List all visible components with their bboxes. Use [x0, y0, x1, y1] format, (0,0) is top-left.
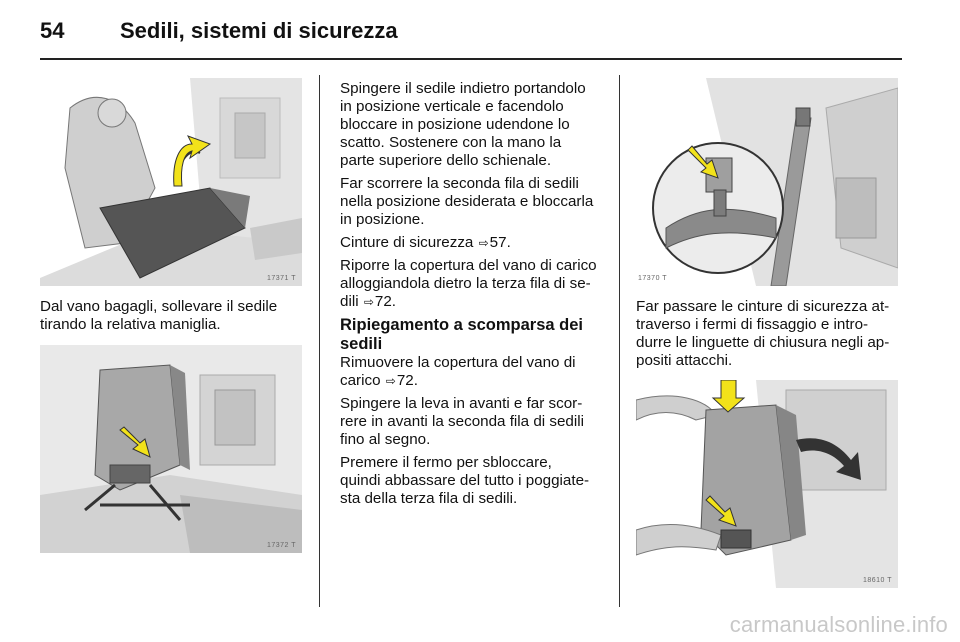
page-ref-link[interactable]: 72.	[396, 372, 418, 389]
page-ref-arrow-icon: ⇨	[363, 295, 374, 309]
caption-line: traverso i fermi di fissaggio e intro-	[636, 316, 869, 333]
caption-line: Far passare le cinture di sicurezza at-	[636, 298, 890, 315]
figure-code: 17372 T	[266, 542, 296, 549]
illustration-fold-seat	[40, 345, 302, 553]
page-ref-link[interactable]: 57.	[489, 234, 511, 251]
column-separator-2	[619, 75, 620, 607]
paragraph-seatbelts-ref: Cinture di sicurezza ⇨57.	[340, 234, 511, 251]
column-2-text	[340, 80, 612, 513]
paragraph-remove-cover: Rimuovere la copertura del vano di carico ⇨72.	[340, 354, 576, 389]
page-ref-arrow-icon: ⇨	[478, 236, 489, 250]
page-ref-arrow-icon: ⇨	[385, 374, 396, 388]
illustration-lift-seat	[40, 78, 302, 286]
page-header	[40, 16, 920, 56]
watermark: carmanualsonline.info	[729, 612, 948, 637]
column-separator-1	[319, 75, 320, 607]
caption-line: tirando la relativa maniglia.	[40, 316, 221, 333]
illustration-seatbelt-clip	[636, 78, 898, 286]
header-rule	[40, 58, 902, 60]
figure-code: 18610 T	[862, 577, 892, 584]
page-ref-link[interactable]: 72.	[374, 293, 396, 310]
paragraph-push-lever: Spingere la leva in avanti e far scor- rere in avanti la seconda fila di sedili fino al segno.	[340, 395, 584, 448]
section-heading: Ripiegamento a scomparsa dei sedili	[340, 316, 583, 353]
paragraph-push-seat: Spingere il sedile indietro portandolo in posizione verticale e facendolo bloccare in posizione udendone lo scatto. Sostenere con la mano la parte superiore dello schienale.	[340, 80, 586, 169]
paragraph-slide-seats: Far scorrere la seconda fila di sedili nella posizione desiderata e bloccarla in posizione.	[340, 175, 594, 228]
caption-line: Dal vano bagagli, sollevare il sedile	[40, 298, 278, 315]
page-number: 54	[40, 18, 65, 43]
paragraph-store-cover: Riporre la copertura del vano di carico alloggiandola dietro la terza fila di se- dili ⇨72.	[340, 257, 597, 310]
caption-seatbelt-clip	[636, 298, 908, 370]
figure-code: 17370 T	[638, 275, 668, 282]
paragraph-release-headrests: Premere il fermo per sbloccare, quindi abbassare del tutto i poggiate- sta della terza fila di sedili.	[340, 454, 590, 507]
illustration-headrest-release	[636, 380, 898, 588]
figure-lift-seat	[40, 78, 302, 286]
figure-seatbelt-clip	[636, 78, 898, 286]
figure-code: 17371 T	[266, 275, 296, 282]
figure-headrest-release	[636, 380, 898, 588]
page-title: Sedili, sistemi di sicurezza	[120, 18, 398, 43]
figure-fold-seat	[40, 345, 302, 553]
caption-line: durre le linguette di chiusura negli ap-	[636, 334, 890, 351]
caption-lift-seat	[40, 298, 312, 334]
caption-line: positi attacchi.	[636, 352, 733, 369]
